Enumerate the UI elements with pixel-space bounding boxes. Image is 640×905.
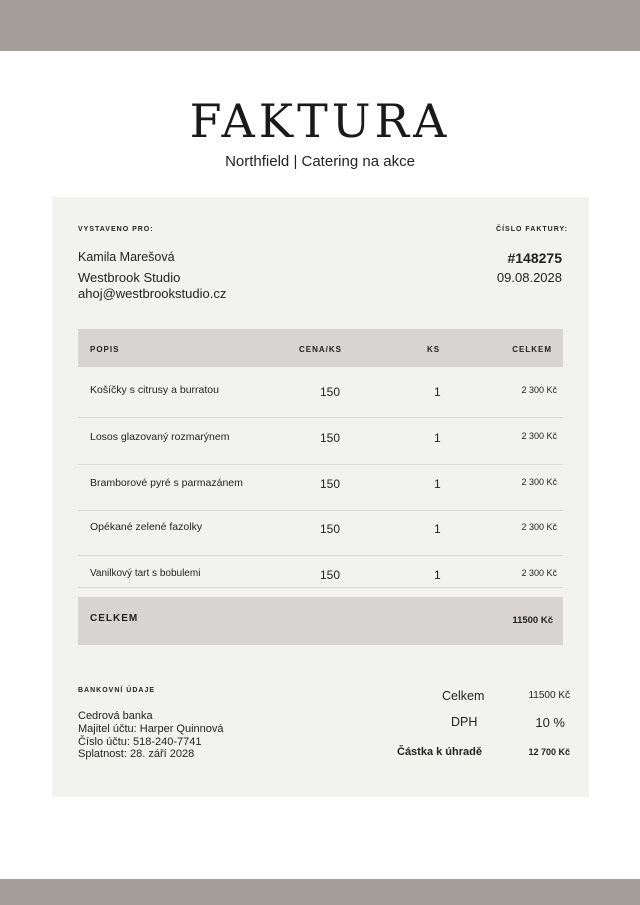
item-unit-price: 150 <box>320 385 341 399</box>
item-unit-price: 150 <box>320 568 341 582</box>
item-description: Bramborové pyré s parmazánem <box>90 477 243 489</box>
item-unit-price: 150 <box>320 431 341 445</box>
billed-to-label: VYSTAVENO PRO: <box>78 226 154 233</box>
account-number: Číslo účtu: 518-240-7741 <box>78 736 202 748</box>
table-row <box>78 555 563 587</box>
item-description: Losos glazovaný rozmarýnem <box>90 431 230 443</box>
table-header <box>78 329 563 367</box>
table-total-value: 11500 Kč <box>512 615 553 626</box>
table-row <box>78 510 563 556</box>
table-total-label: CELKEM <box>90 613 139 624</box>
vat-label: DPH <box>451 715 478 729</box>
column-header-description: POPIS <box>90 345 120 354</box>
vat-value: 10 % <box>535 715 565 730</box>
top-decorative-band <box>0 0 640 51</box>
invoice-number: #148275 <box>507 250 562 266</box>
item-total: 2 300 Kč <box>521 568 557 578</box>
account-holder: Majitel účtu: Harper Quinnová <box>78 723 224 735</box>
invoice-date: 09.08.2028 <box>496 270 562 285</box>
amount-due-value: 12 700 Kč <box>528 747 570 757</box>
column-header-unit-price: CENA/KS <box>299 345 343 354</box>
table-row <box>78 464 563 510</box>
item-total: 2 300 Kč <box>521 431 557 441</box>
item-quantity: 1 <box>434 477 441 491</box>
item-quantity: 1 <box>434 522 441 536</box>
item-description: Vanilkový tart s bobulemi <box>90 568 201 579</box>
item-quantity: 1 <box>434 568 441 582</box>
column-header-total: CELKEM <box>512 345 552 354</box>
item-total: 2 300 Kč <box>521 385 557 395</box>
client-email: ahoj@westbrookstudio.cz <box>78 286 227 301</box>
bottom-decorative-band <box>0 879 640 905</box>
table-row <box>78 417 563 463</box>
item-description: Opékané zelené fazolky <box>90 521 203 533</box>
amount-due-label: Částka k úhradě <box>397 746 482 758</box>
summary-subtotal-label: Celkem <box>442 689 485 703</box>
bank-name: Cedrová banka <box>78 710 153 722</box>
payment-due-date: Splatnost: 28. září 2028 <box>78 748 195 760</box>
item-total: 2 300 Kč <box>521 477 557 487</box>
table-row <box>78 367 563 413</box>
item-total: 2 300 Kč <box>521 522 557 532</box>
table-total-row <box>78 597 563 645</box>
column-header-quantity: KS <box>427 345 441 354</box>
item-unit-price: 150 <box>320 522 341 536</box>
item-quantity: 1 <box>434 431 441 445</box>
row-divider <box>78 587 563 588</box>
invoice-title: FAKTURA <box>189 94 451 148</box>
item-unit-price: 150 <box>320 477 341 491</box>
invoice-number-label: ČÍSLO FAKTURY: <box>496 226 568 233</box>
summary-subtotal-value: 11500 Kč <box>528 690 570 701</box>
item-description: Košíčky s citrusy a burratou <box>90 384 219 396</box>
bank-details-label: BANKOVNÍ ÚDAJE <box>78 687 156 694</box>
company-subtitle: Northfield | Catering na akce <box>225 153 415 170</box>
item-quantity: 1 <box>434 385 441 399</box>
client-company: Westbrook Studio <box>78 270 181 285</box>
client-name: Kamila Marešová <box>78 250 175 264</box>
